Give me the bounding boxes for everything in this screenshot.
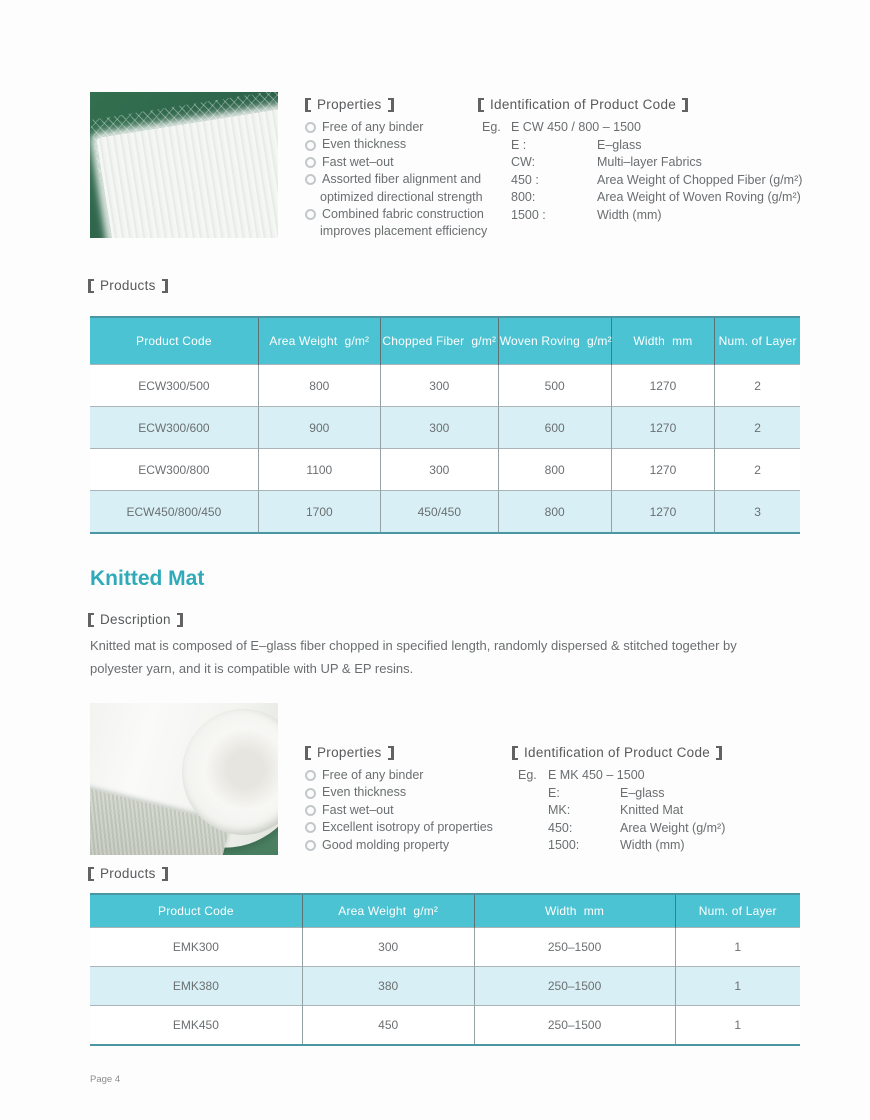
- code-meaning-list: [512, 785, 725, 855]
- table-cell: 450: [302, 1006, 474, 1045]
- property-label: Free of any binder: [322, 768, 424, 782]
- example-row: [512, 767, 725, 785]
- left-bracket-icon: [305, 746, 311, 760]
- code-label: 450 :: [511, 172, 539, 187]
- header-cell: Chopped Fiber g/m²: [380, 318, 498, 365]
- code-meaning-row: [478, 137, 802, 155]
- property-label-continued: improves placement efficiency: [320, 224, 488, 239]
- header-cell: Product Code: [90, 318, 258, 365]
- right-bracket-icon: [682, 98, 688, 112]
- left-bracket-icon: [88, 279, 94, 293]
- properties-heading: [305, 745, 493, 760]
- bullet-icon: [305, 822, 316, 833]
- property-item: [305, 154, 487, 171]
- identification-heading-label: Identification of Product Code: [524, 745, 711, 760]
- left-bracket-icon: [478, 98, 484, 112]
- code-meaning: Width (mm): [620, 838, 685, 853]
- table-cell: 300: [380, 365, 498, 407]
- eg-label: Eg.: [518, 768, 537, 782]
- code-meaning-row: [512, 837, 725, 855]
- table-header-row: [90, 895, 800, 928]
- header-cell: Num. of Layer: [715, 318, 800, 365]
- code-meaning-row: [478, 172, 802, 190]
- property-item: [305, 119, 487, 136]
- table-cell: 800: [498, 449, 611, 491]
- property-label-continued: optimized directional strength: [320, 189, 483, 204]
- table-cell: 500: [498, 365, 611, 407]
- properties-heading-label: Properties: [317, 745, 382, 760]
- header-cell: Num. of Layer: [675, 895, 800, 928]
- right-bracket-icon: [388, 98, 394, 112]
- table-cell: EMK450: [90, 1006, 302, 1045]
- table-cell: ECW300/500: [90, 365, 258, 407]
- code-meaning-row: [512, 802, 725, 820]
- property-item: [305, 837, 493, 854]
- right-bracket-icon: [716, 746, 722, 760]
- code-label: CW:: [511, 155, 536, 170]
- code-meaning-row: [478, 207, 802, 225]
- code-label: 450:: [548, 820, 573, 835]
- property-label: Excellent isotropy of properties: [322, 820, 493, 835]
- property-item: [305, 784, 493, 801]
- code-label: 1500 :: [511, 207, 546, 222]
- code-meaning: Area Weight of Chopped Fiber (g/m²): [597, 172, 803, 187]
- products-table: [90, 895, 800, 1044]
- example-row: [478, 119, 802, 137]
- table-cell: EMK380: [90, 967, 302, 1006]
- roll-core-hole: [232, 753, 278, 801]
- right-bracket-icon: [388, 746, 394, 760]
- bullet-icon: [305, 122, 316, 133]
- knitted-mat-roll-photo: [90, 703, 278, 855]
- table-cell: 800: [258, 365, 380, 407]
- property-item: [305, 767, 493, 784]
- property-label: Even thickness: [322, 785, 407, 800]
- code-meaning-row: [512, 820, 725, 838]
- products-heading-label: Products: [100, 278, 156, 293]
- properties-heading: [305, 97, 487, 112]
- property-label: Fast wet–out: [322, 802, 394, 817]
- code-meaning: Area Weight of Woven Roving (g/m²): [597, 190, 801, 205]
- table-row: [90, 928, 800, 967]
- page-number: Page 4: [90, 1074, 121, 1085]
- right-bracket-icon: [162, 867, 168, 881]
- table-row: [90, 491, 800, 533]
- description-text: Knitted mat is composed of E–glass fiber chopped in specified length, randomly dispersed & stitched together by polyester yarn, and it is compatible with UP & EP resins.: [90, 638, 737, 676]
- table-cell: ECW450/800/450: [90, 491, 258, 533]
- table-header-row: [90, 318, 800, 365]
- example-code: E MK 450 – 1500: [548, 768, 645, 782]
- table-cell: ECW300/800: [90, 449, 258, 491]
- header-cell: Woven Roving g/m²: [498, 318, 611, 365]
- table-cell: 3: [715, 491, 800, 533]
- table-cell: 250–1500: [474, 1006, 675, 1045]
- table-row: [90, 449, 800, 491]
- code-meaning: Multi–layer Fabrics: [597, 155, 702, 170]
- table-cell: 1700: [258, 491, 380, 533]
- table-cell: 1: [675, 967, 800, 1006]
- bullet-icon: [305, 140, 316, 151]
- header-cell: Area Weight g/m²: [302, 895, 474, 928]
- bullet-icon: [305, 840, 316, 851]
- table-cell: 1270: [611, 449, 715, 491]
- code-meaning-row: [512, 785, 725, 803]
- combo-mat-corner-photo: [90, 92, 278, 238]
- property-item: [305, 206, 487, 223]
- property-label: Assorted fiber alignment and: [322, 172, 482, 187]
- code-meaning: E–glass: [620, 785, 665, 800]
- code-label: 1500:: [548, 838, 580, 853]
- table-cell: EMK300: [90, 928, 302, 967]
- eg-label: Eg.: [482, 120, 501, 134]
- properties-list: [305, 767, 493, 854]
- products-heading: [88, 866, 168, 881]
- table-cell: 250–1500: [474, 967, 675, 1006]
- code-meaning: E–glass: [597, 137, 642, 152]
- header-cell: Width mm: [611, 318, 715, 365]
- table-cell: 1270: [611, 491, 715, 533]
- identification-heading: [512, 745, 725, 760]
- table-cell: 2: [715, 449, 800, 491]
- table-cell: 2: [715, 365, 800, 407]
- knitted-identification-section: [512, 745, 725, 855]
- left-bracket-icon: [88, 613, 94, 627]
- table-cell: 1270: [611, 365, 715, 407]
- code-label: E:: [548, 785, 560, 800]
- table-row: [90, 967, 800, 1006]
- code-meaning-list: [478, 137, 802, 225]
- header-cell: Width mm: [474, 895, 675, 928]
- right-bracket-icon: [177, 613, 183, 627]
- table-cell: 450/450: [380, 491, 498, 533]
- table-cell: 1100: [258, 449, 380, 491]
- code-meaning: Area Weight (g/m²): [620, 820, 726, 835]
- table-row: [90, 407, 800, 449]
- property-label: Combined fabric construction: [322, 207, 484, 222]
- code-label: E :: [511, 137, 527, 152]
- bullet-icon: [305, 209, 316, 220]
- property-label: Good molding property: [322, 837, 450, 852]
- property-item: [305, 802, 493, 819]
- properties-heading-label: Properties: [317, 97, 382, 112]
- property-item: [305, 819, 493, 836]
- left-bracket-icon: [88, 867, 94, 881]
- table-cell: 300: [380, 407, 498, 449]
- products-heading-label: Products: [100, 866, 156, 881]
- multilayer-properties-section: [305, 97, 487, 241]
- property-item: [305, 136, 487, 153]
- table-cell: 800: [498, 491, 611, 533]
- table-cell: 1: [675, 928, 800, 967]
- code-label: MK:: [548, 803, 571, 818]
- left-bracket-icon: [512, 746, 518, 760]
- description-heading: [88, 612, 183, 627]
- bullet-icon: [305, 157, 316, 168]
- table-cell: 380: [302, 967, 474, 1006]
- left-bracket-icon: [305, 98, 311, 112]
- header-cell: Area Weight g/m²: [258, 318, 380, 365]
- property-item: [305, 171, 487, 188]
- table-cell: ECW300/600: [90, 407, 258, 449]
- table-cell: 1270: [611, 407, 715, 449]
- products-table: [90, 318, 800, 532]
- property-label: Fast wet–out: [322, 154, 394, 169]
- table-cell: 900: [258, 407, 380, 449]
- bullet-icon: [305, 805, 316, 816]
- table-cell: 2: [715, 407, 800, 449]
- description-heading-label: Description: [100, 612, 171, 627]
- property-label: Free of any binder: [322, 120, 424, 134]
- multilayer-identification-section: [478, 97, 802, 225]
- code-label: 800:: [511, 190, 536, 205]
- table-row: [90, 1006, 800, 1045]
- code-meaning: Width (mm): [597, 207, 662, 222]
- code-meaning-row: [478, 189, 802, 207]
- multilayer-products-table: [90, 316, 800, 534]
- knitted-products-table: [90, 893, 800, 1046]
- table-cell: 300: [380, 449, 498, 491]
- bullet-icon: [305, 788, 316, 799]
- knitted-properties-section: [305, 745, 493, 854]
- products-heading: [88, 278, 168, 293]
- page-title: Knitted Mat: [90, 567, 205, 590]
- table-cell: 600: [498, 407, 611, 449]
- code-meaning-row: [478, 154, 802, 172]
- properties-list: [305, 119, 487, 241]
- bullet-icon: [305, 770, 316, 781]
- table-cell: 250–1500: [474, 928, 675, 967]
- header-cell: Product Code: [90, 895, 302, 928]
- table-cell: 1: [675, 1006, 800, 1045]
- code-meaning: Knitted Mat: [620, 803, 684, 818]
- property-label: Even thickness: [322, 137, 407, 152]
- table-cell: 300: [302, 928, 474, 967]
- table-row: [90, 365, 800, 407]
- bullet-icon: [305, 174, 316, 185]
- example-code: E CW 450 / 800 – 1500: [511, 120, 641, 134]
- right-bracket-icon: [162, 279, 168, 293]
- identification-heading: [478, 97, 802, 112]
- identification-heading-label: Identification of Product Code: [490, 97, 677, 112]
